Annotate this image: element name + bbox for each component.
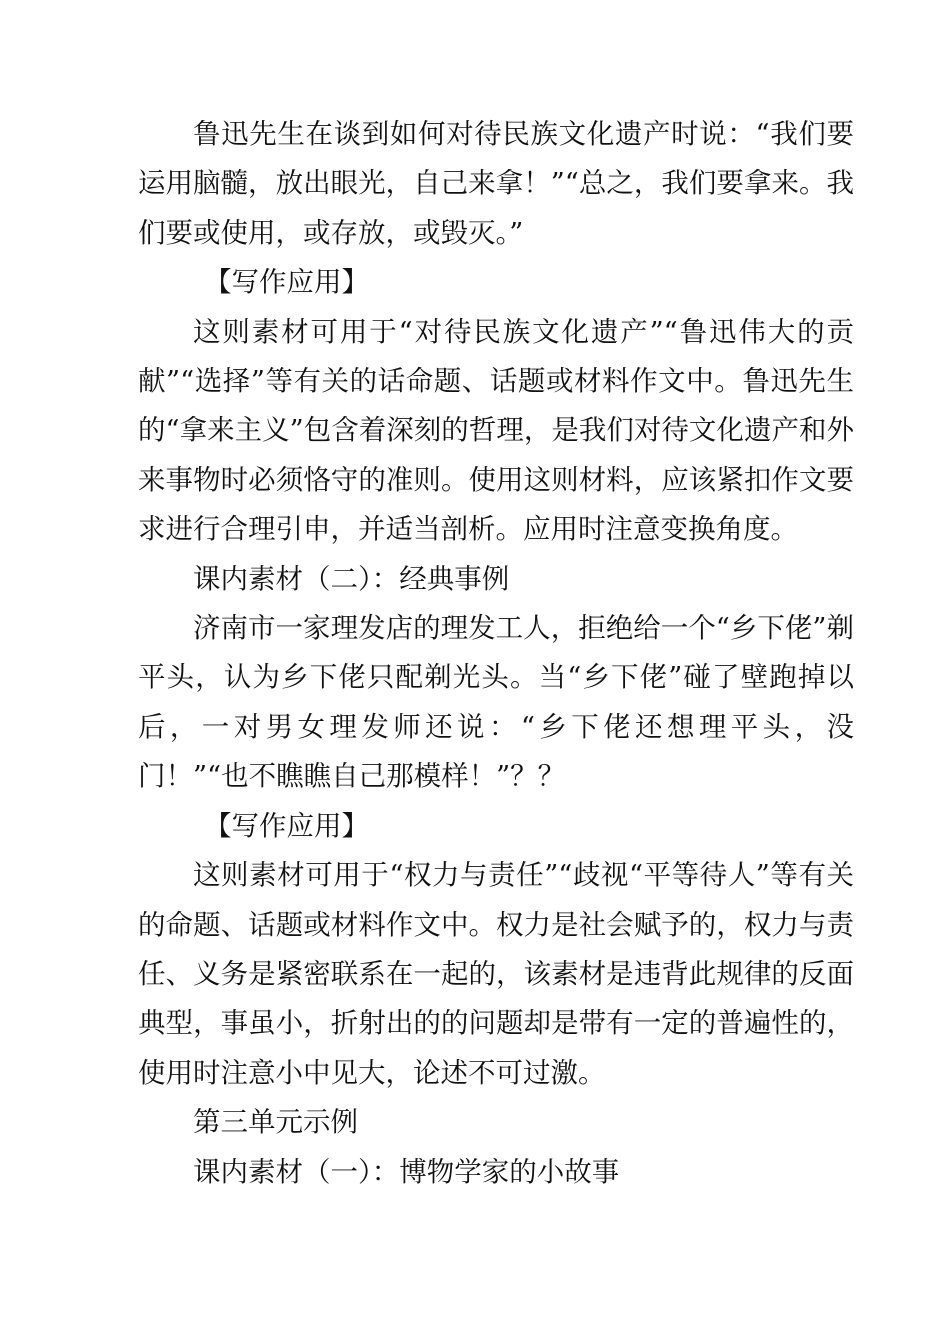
application-paragraph: 这则素材可用于“权力与责任”“歧视“平等待人”等有关的命题、话题或材料作文中。权力是社会赋予的，权力与责任、义务是紧密联系在一起的，该素材是违背此规律的反面典型，事虽小，折射出的的问题却是带有一定的普遍性的，使用时注意小中见大，论述不可过激。 bbox=[138, 859, 854, 1089]
example-paragraph: 济南市一家理发店的理发工人，拒绝给一个“乡下佬”剃平头，认为乡下佬只配剃光头。当“乡下佬”碰了壁跑掉以后，一对男女理发师还说：“乡下佬还想理平头，没门！”“也不瞧瞧自己那模样！”？？ bbox=[138, 612, 854, 793]
material-heading: 课内素材（一）：博物学家的小故事 bbox=[193, 1155, 620, 1188]
quote-paragraph: 鲁迅先生在谈到如何对待民族文化遗产时说：“我们要运用脑髓，放出眼光，自己来拿！”“总之，我们要拿来。我们要或使用，或存放，或毁灭。” bbox=[138, 118, 854, 249]
unit-heading: 第三单元示例 bbox=[193, 1106, 358, 1139]
writing-application-label: 【写作应用】 bbox=[204, 809, 369, 842]
application-paragraph: 这则素材可用于“对待民族文化遗产”“鲁迅伟大的贡献”“选择”等有关的话命题、话题或材料作文中。鲁迅先生的“拿来主义”包含着深刻的哲理，是我们对待文化遗产和外来事物时必须恪守的准则。使用这则材料，应该紧扣作文要求进行合理引申，并适当剖析。应用时注意变换角度。 bbox=[138, 315, 854, 546]
material-heading: 课内素材（二）：经典事例 bbox=[193, 562, 510, 595]
document-body bbox=[138, 110, 854, 1197]
writing-application-label: 【写作应用】 bbox=[204, 266, 369, 299]
